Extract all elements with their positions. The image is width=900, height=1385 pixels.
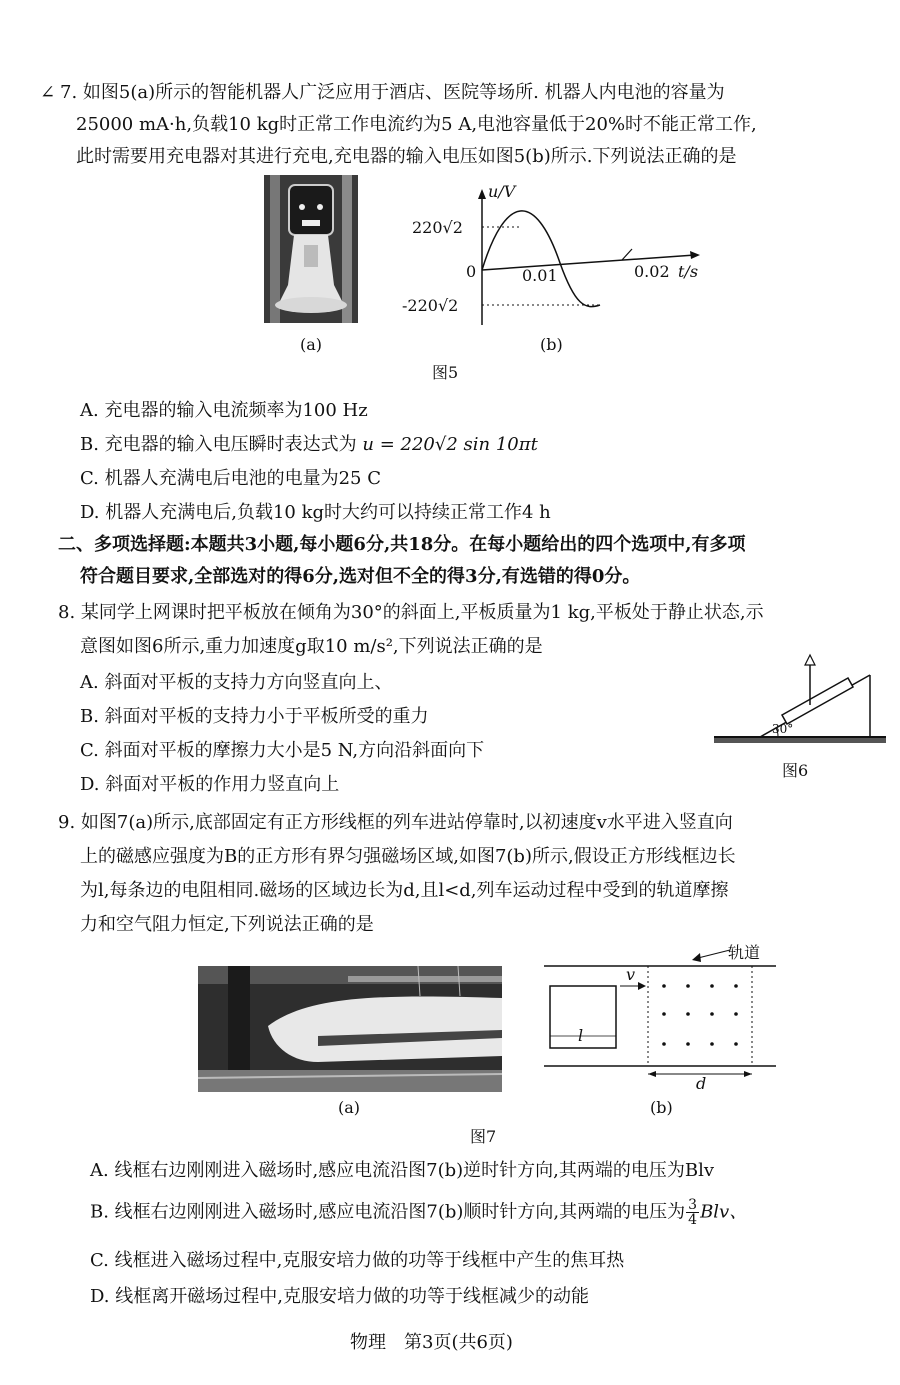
q9-stem-line-2: 上的磁感应强度为B的正方形有界匀强磁场区域,如图7(b)所示,假设正方形线框边长 [80, 846, 736, 867]
graph-y-max: 220√2 [412, 218, 463, 237]
q7-stem-line-1: 7. 如图5(a)所示的智能机器人广泛应用于酒店、医院等场所. 机器人内电池的容量为 [60, 82, 725, 103]
q8-option-b: B. 斜面对平板的支持力小于平板所受的重力 [80, 706, 429, 727]
q9-option-b: B. 线框右边刚刚进入磁场时,感应电流沿图7(b)顺时针方向,其两端的电压为 $\frac{3}{4}$ Blv、 [90, 1197, 748, 1228]
robot-photo [264, 175, 358, 323]
q7-option-a: A. 充电器的输入电流频率为100 Hz [80, 400, 368, 421]
fig6-angle: 30° [772, 722, 794, 736]
q9-option-a: A. 线框右边刚刚进入磁场时,感应电流沿图7(b)逆时针方向,其两端的电压为Blv [90, 1160, 715, 1181]
page-footer: 物理 第3页(共6页) [350, 1332, 513, 1353]
fraction: $\frac{3}{4}$ [688, 1197, 698, 1228]
magnetic-field-diagram [540, 942, 780, 1092]
q8-option-d: D. 斜面对平板的作用力竖直向上 [80, 774, 340, 795]
q8-option-c: C. 斜面对平板的摩擦力大小是5 N,方向沿斜面向下 [80, 740, 485, 761]
q8-option-a: A. 斜面对平板的支持力方向竖直向上、 [80, 672, 393, 693]
train-photo [198, 966, 502, 1092]
fig7b-label: (b) [650, 1098, 673, 1117]
fig7-caption: 图7 [470, 1127, 497, 1146]
velocity-label: v [626, 965, 636, 984]
fig5b-label: (b) [540, 335, 563, 354]
q7-stem-line-3: 此时需要用充电器对其进行充电,充电器的输入电压如图5(b)所示.下列说法正确的是 [76, 146, 737, 167]
track-label: 轨道 [728, 943, 761, 962]
side-length-label: l [578, 1026, 584, 1045]
graph-x-tick-1: 0.01 [522, 266, 558, 285]
q8-stem-line-2: 意图如图6所示,重力加速度g取10 m/s²,下列说法正确的是 [80, 636, 543, 657]
graph-x-tick-2: 0.02 [634, 262, 670, 281]
q7-stem-line-2: 25000 mA·h,负载10 kg时正常工作电流约为5 A,电池容量低于20%时不能正常工作, [76, 114, 757, 135]
incline-diagram [710, 645, 890, 755]
q9-option-c: C. 线框进入磁场过程中,克服安培力做的功等于线框中产生的焦耳热 [90, 1250, 625, 1271]
graph-origin: 0 [466, 262, 477, 281]
section2-heading-line-2: 符合题目要求,全部选对的得6分,选对但不全的得3分,有选错的得0分。 [80, 566, 641, 587]
q8-stem-line-1: 8. 某同学上网课时把平板放在倾角为30°的斜面上,平板质量为1 kg,平板处于静止状态,示 [58, 602, 764, 623]
graph-x-label: t/s [678, 262, 699, 281]
q9-option-d: D. 线框离开磁场过程中,克服安培力做的功等于线框减少的动能 [90, 1286, 589, 1307]
fig5a-label: (a) [300, 335, 323, 354]
fig5-caption: 图5 [432, 363, 459, 382]
q9-stem-line-4: 力和空气阻力恒定,下列说法正确的是 [80, 914, 374, 935]
q9-stem-line-3: 为l,每条边的电阻相同.磁场的区域边长为d,且l<d,列车运动过程中受到的轨道摩擦 [80, 880, 729, 901]
fig6-caption: 图6 [782, 761, 809, 780]
margin-mark: ∠ [40, 82, 56, 103]
q7-option-d: D. 机器人充满电后,负载10 kg时大约可以持续正常工作4 h [80, 502, 551, 523]
graph-y-min: -220√2 [402, 296, 459, 315]
graph-y-label: u/V [488, 182, 516, 201]
q9-stem-line-1: 9. 如图7(a)所示,底部固定有正方形线框的列车进站停靠时,以初速度v水平进入竖直向 [58, 812, 733, 833]
fig7a-label: (a) [338, 1098, 361, 1117]
q7-option-b: B. 充电器的输入电压瞬时表达式为 u = 220√2 sin 10πt [80, 434, 538, 455]
section2-heading-line-1: 二、多项选择题:本题共3小题,每小题6分,共18分。在每小题给出的四个选项中,有多项 [58, 534, 746, 555]
field-width-label: d [696, 1074, 707, 1093]
q7-option-c: C. 机器人充满电后电池的电量为25 C [80, 468, 381, 489]
